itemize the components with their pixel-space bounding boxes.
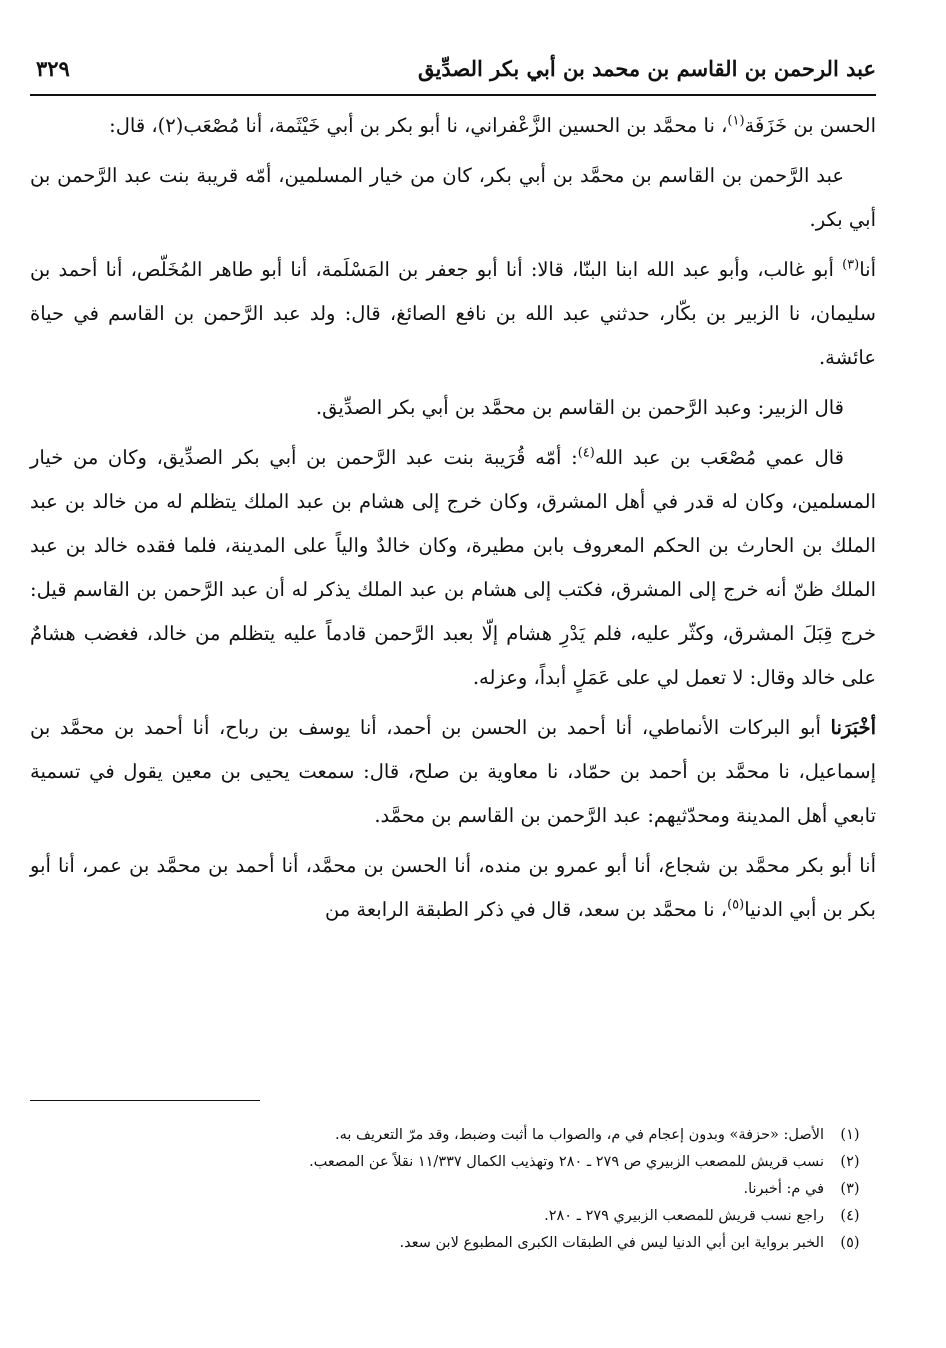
paragraph — [30, 706, 876, 838]
footnote — [30, 1176, 876, 1203]
footnote-text: الأصل: «حزفة» وبدون إعجام في م، والصواب ما أثبت وضبط، وقد مرّ التعريف به. — [335, 1127, 824, 1143]
paragraph — [30, 436, 876, 700]
footnote-marker: (١) — [727, 113, 745, 129]
footnote — [30, 1203, 876, 1230]
paragraph-text: أبو البركات الأنماطي، أنا أحمد بن الحسن بن أحمد، أنا يوسف بن رباح، أنا أحمد بن محمَّد بن إسماعيل، نا محمَّد بن أحمد بن حمّاد، نا معاوية بن صلح، قال: سمعت يحيى بن معين يقول في تسمية تابعي أهل المدينة ومحدّثيهم: عبد الرَّحمن بن القاسم بن محمَّد. — [30, 716, 876, 827]
paragraph-text: قال الزبير: وعبد الرَّحمن بن القاسم بن محمَّد بن أبي بكر الصدِّيق. — [315, 396, 844, 419]
footnote — [30, 1230, 876, 1257]
paragraph-text: ، نا محمَّد بن الحسين الزَّعْفراني، نا أبو بكر بن أبي خَيْثَمة، أنا مُصْعَب(٢)، قال: — [109, 114, 728, 137]
paragraph-text: أبو غالب، وأبو عبد الله ابنا البنّا، قالا: أنا أبو جعفر بن المَسْلَمة، أنا أبو طاهر المُخَلّص، أنا أحمد بن سليمان، نا الزبير بن بكّار، حدثني عبد الله بن نافع الصائغ، قال: ولد عبد الرَّحمن بن القاسم في حياة عائشة. — [30, 258, 876, 369]
footnote-marker: (٣) — [842, 257, 860, 273]
page-header — [30, 50, 876, 96]
footnote-number: (١) — [840, 1127, 860, 1143]
paragraph-text: عبد الرَّحمن بن القاسم بن محمَّد بن أبي بكر، كان من خيار المسلمين، أمّه قريبة بنت عبد الرَّحمن بن أبي بكر. — [30, 164, 876, 231]
page-number: ٣٢٩ — [36, 56, 70, 81]
body-text — [30, 104, 876, 932]
footnote-text: راجع نسب قريش للمصعب الزبيري ٢٧٩ ـ ٢٨٠. — [544, 1208, 824, 1224]
footnote-text: نسب قريش للمصعب الزبيري ص ٢٧٩ ـ ٢٨٠ وتهذيب الكمال ١١/٣٣٧ نقلاً عن المصعب. — [309, 1154, 824, 1170]
footnote-number: (٤) — [840, 1208, 860, 1224]
paragraph-text: أنا أبو بكر محمَّد بن شجاع، أنا أبو عمرو بن منده، أنا الحسن بن محمَّد، أنا أحمد بن محمَّد بن عمر، أنا أبو بكر بن أبي الدنيا — [30, 854, 876, 921]
footnote-number: (٥) — [840, 1235, 860, 1251]
paragraph — [30, 248, 876, 380]
footnote-text: في م: أخبرنا. — [743, 1181, 824, 1197]
paragraph-text: الحسن بن خَزَفَة — [744, 114, 876, 137]
book-page — [30, 50, 876, 1251]
footnotes — [30, 1122, 876, 1257]
footnote-marker: (٤) — [577, 445, 595, 461]
paragraph — [30, 386, 876, 430]
paragraph-text: أنا — [859, 258, 876, 281]
paragraph-lead-word: أخْبَرَنا — [830, 716, 876, 739]
footnote-text: الخبر برواية ابن أبي الدنيا ليس في الطبقات الكبرى المطبوع لابن سعد. — [399, 1235, 824, 1251]
footnote-number: (٢) — [840, 1154, 860, 1170]
paragraph-text: ، نا محمَّد بن سعد، قال في ذكر الطبقة الرابعة من — [324, 898, 728, 921]
footnote — [30, 1149, 876, 1176]
paragraph — [30, 844, 876, 932]
paragraph — [30, 104, 876, 148]
footnote-separator — [30, 1100, 260, 1101]
footnote-number: (٣) — [840, 1181, 860, 1197]
paragraph-text: قال عمي مُصْعَب بن عبد الله — [594, 446, 844, 469]
paragraph — [30, 154, 876, 242]
footnote — [30, 1122, 876, 1149]
running-title: عبد الرحمن بن القاسم بن محمد بن أبي بكر الصدِّيق — [418, 56, 876, 81]
footnote-marker: (٥) — [727, 897, 745, 913]
paragraph-text: : أمّه قُرَيبة بنت عبد الرَّحمن بن أبي بكر الصدِّيق، وكان من خيار المسلمين، وكان له قدر في أهل المشرق، وكان خرج إلى هشام بن عبد الملك يتظلم له من خالد بن عبد الملك بن الحارث بن الحكم المعروف بابن مطيرة، وكان خالدٌ والياً على المدينة، فلما فقده خالد بن عبد الملك ظنّ أنه خرج إلى المشرق، فكتب إلى هشام بن عبد الملك يذكر له أن عبد الرَّحمن بن القاسم قيل: خرج قِبَلَ المشرق، وكثّر عليه، فلم يَدْرِ هشام إلّا بعبد الرَّحمن قادماً عليه يتظلم من خالد، فغضب هشامٌ على خالد وقال: لا تعمل لي على عَمَلٍ أبداً، وعزله. — [30, 446, 876, 689]
